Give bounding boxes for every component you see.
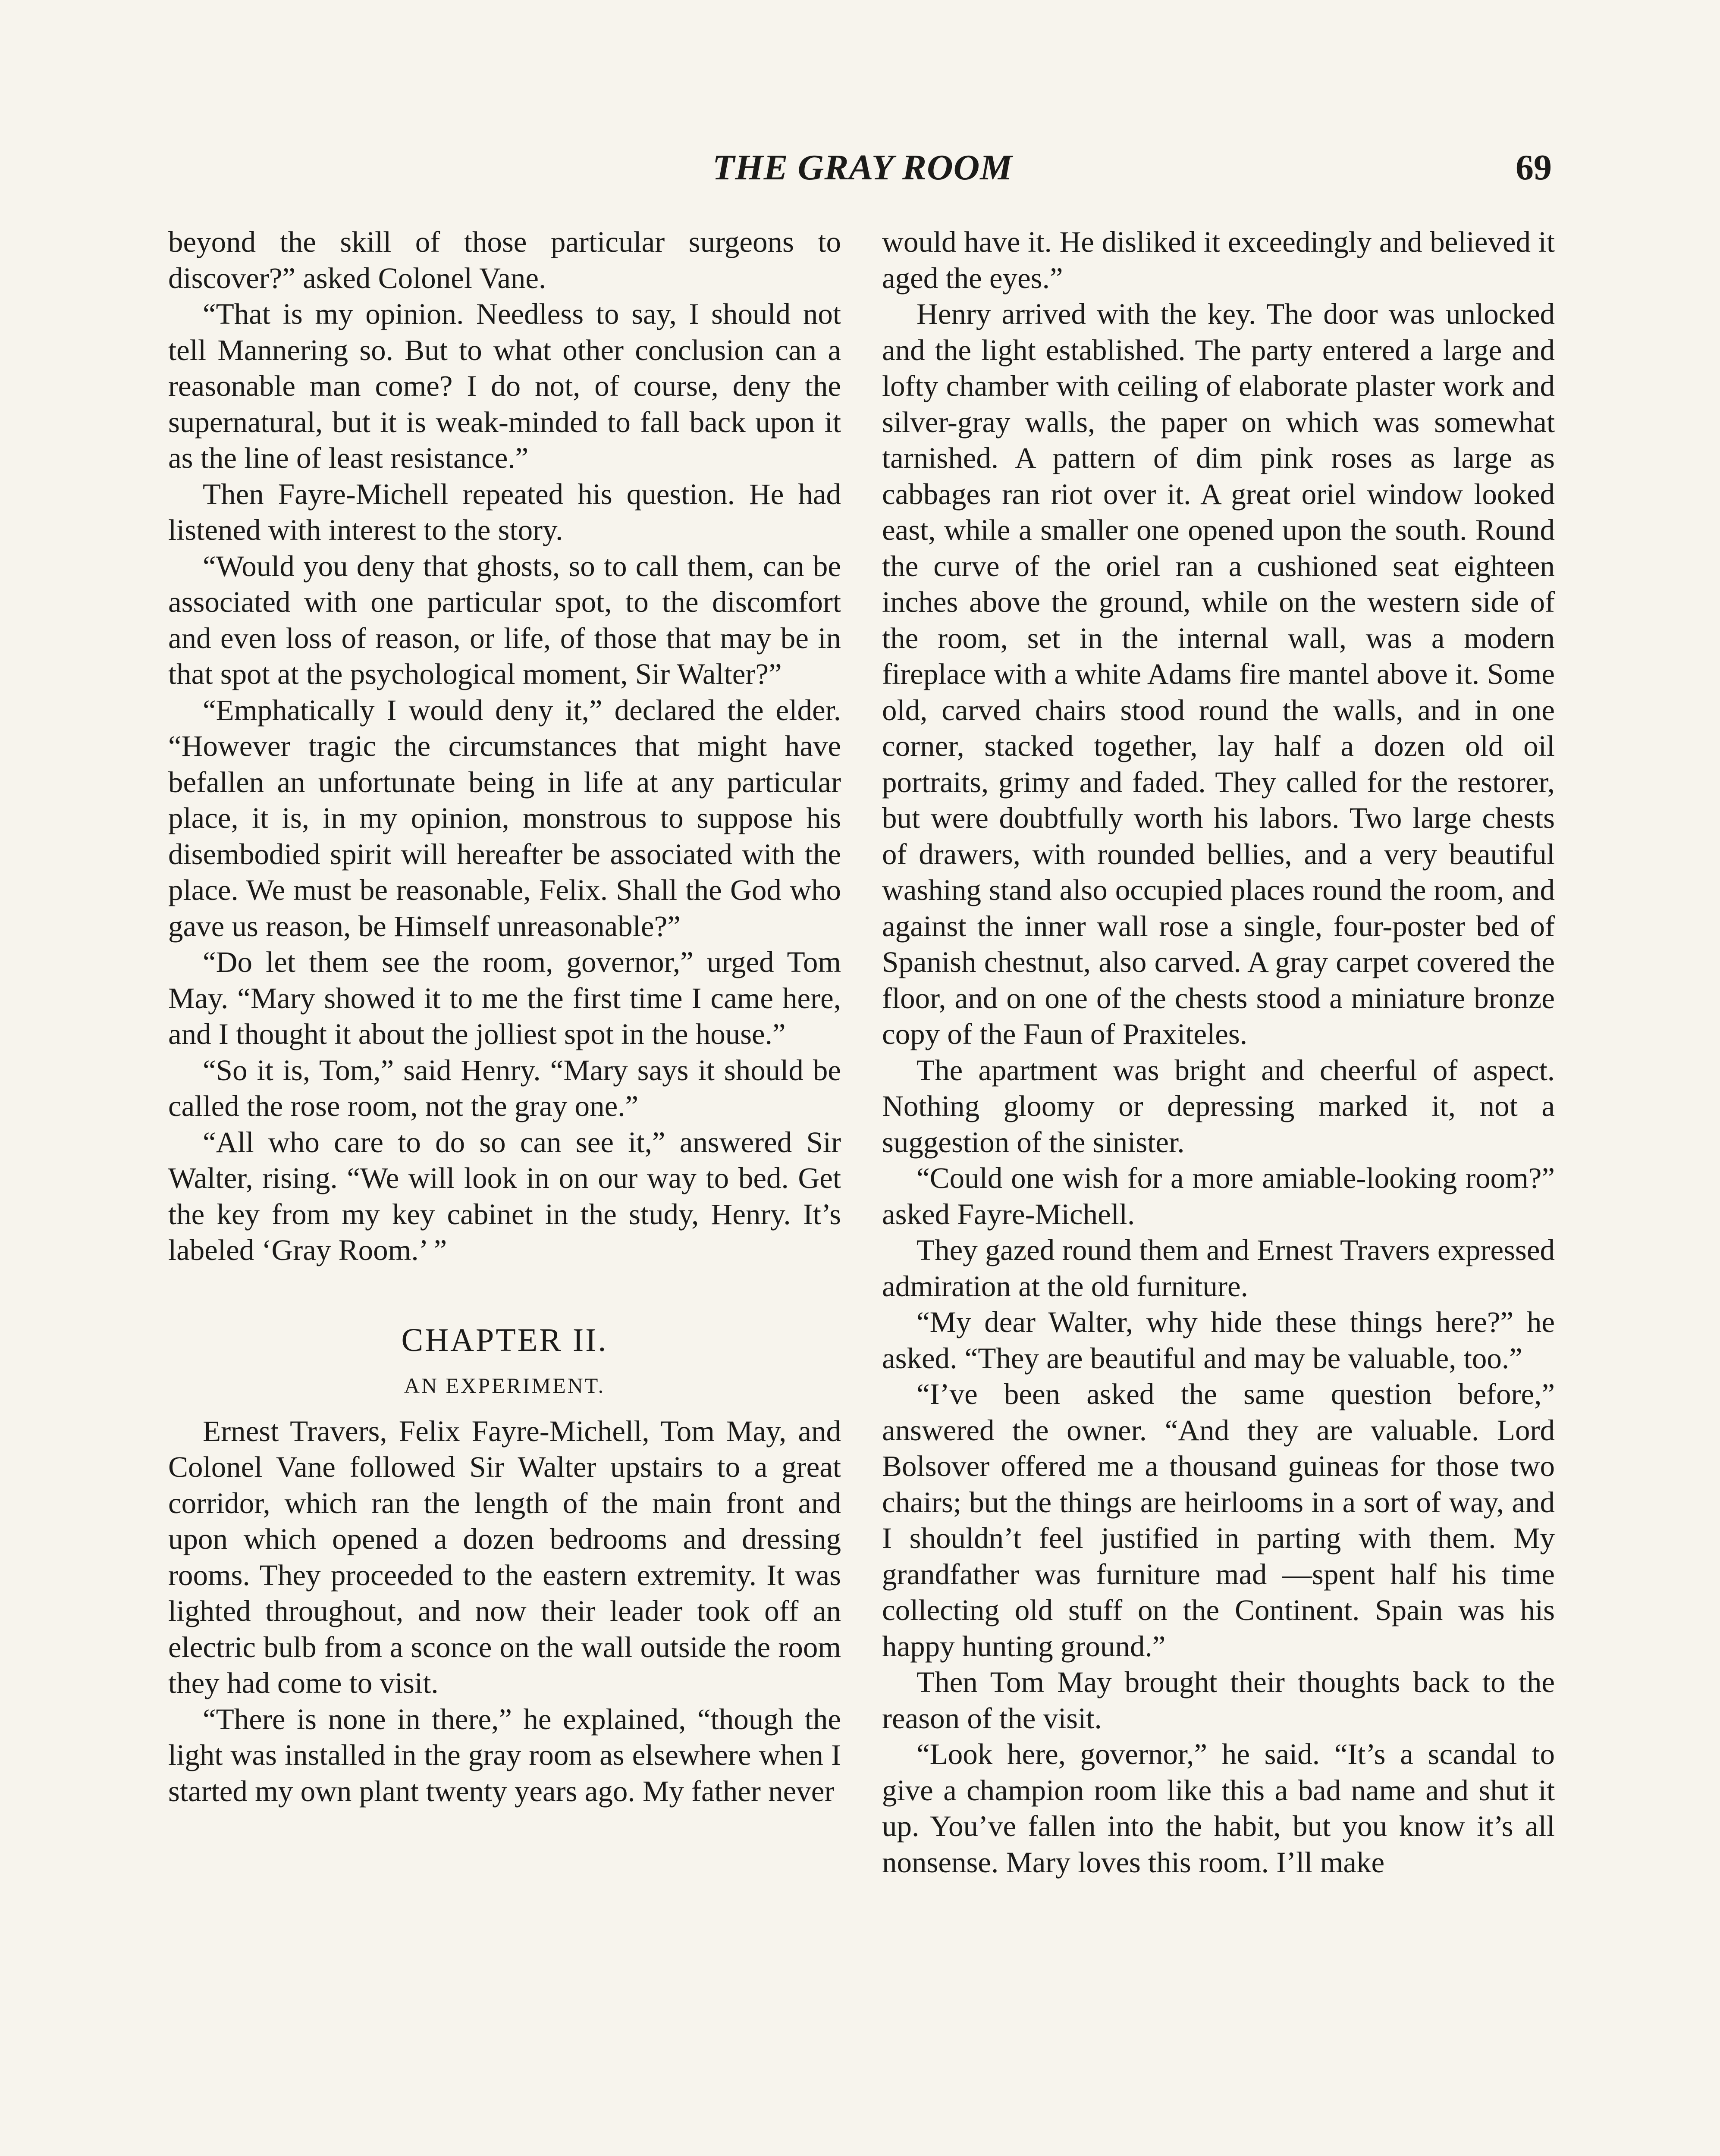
paragraph: “Could one wish for a more amiable-looking room?” asked Fayre-Michell. <box>882 1162 1555 1231</box>
paragraph: “I’ve been asked the same question before,” answered the owner. “And they are valuable. Lord Bolsover offered me a thousand guineas for those two chairs; but the things are heirlooms in a sort of way, and I shouldn’t feel justified in parting with them. My grandfather was furniture mad —spent half his time collecting old stuff on the Continent. Spain was his happy hunting ground.” <box>882 1378 1555 1663</box>
right-column <box>882 224 1555 1880</box>
paragraph: Ernest Travers, Felix Fayre-Michell, Tom May, and Colonel Vane followed Sir Walter upstairs to a great corridor, which ran the length of the main front and upon which opened a dozen bedrooms and dressing rooms. They proceeded to the eastern extremity. It was lighted throughout, and now their leader took off an electric bulb from a sconce on the wall outside the room they had come to visit. <box>168 1414 841 1699</box>
paragraph: They gazed round them and Ernest Travers expressed admiration at the old furniture. <box>882 1234 1555 1303</box>
left-column <box>168 224 841 1809</box>
paragraph: “Would you deny that ghosts, so to call them, can be associated with one particular spot, to the discomfort and even loss of reason, or life, of those that may be in that spot at the psychological moment, Sir Walter?” <box>168 549 841 690</box>
paragraph: would have it. He disliked it exceedingly and believed it aged the eyes.” <box>882 226 1555 295</box>
paragraph: “All who care to do so can see it,” answered Sir Walter, rising. “We will look in on our way to bed. Get the key from my key cabinet in the study, Henry. It’s labeled ‘Gray Room.’ ” <box>168 1125 841 1266</box>
paragraph: Henry arrived with the key. The door was unlocked and the light established. The party entered a large and lofty chamber with ceiling of elaborate plaster work and silver-gray walls, the paper on which was somewhat tarnished. A pattern of dim pink roses as large as cabbages ran riot over it. A great oriel window looked east, while a smaller one opened upon the south. Round the curve of the oriel ran a cushioned seat eighteen inches above the ground, while on the western side of the room, set in the internal wall, was a modern fireplace with a white Adams fire mantel above it. Some old, carved chairs stood round the walls, and in one corner, stacked together, lay half a dozen old oil portraits, grimy and faded. They called for the restorer, but were doubtfully worth his labors. Two large chests of drawers, with rounded bellies, and a very beautiful washing stand also occupied places round the room, and against the inner wall rose a single, four-poster bed of Spanish chestnut, also carved. A gray carpet covered the floor, and on one of the chests stood a miniature bronze copy of the Faun of Praxiteles. <box>882 298 1555 1050</box>
paragraph: beyond the skill of those particular surgeons to discover?” asked Colonel Vane. <box>168 226 841 295</box>
paragraph: “Look here, governor,” he said. “It’s a scandal to give a champion room like this a bad name and shut it up. You’ve fallen into the habit, but you know it’s all nonsense. Mary loves this room. I’ll make <box>882 1738 1555 1879</box>
chapter-heading: CHAPTER II. <box>401 1322 608 1358</box>
page-number: 69 <box>1516 147 1552 188</box>
paragraph: “There is none in there,” he explained, “though the light was installed in the gray room as elsewhere when I started my own plant twenty years ago. My father never <box>168 1702 841 1808</box>
paragraph: The apartment was bright and cheerful of aspect. Nothing gloomy or depressing marked it, not a suggestion of the sinister. <box>882 1053 1555 1159</box>
paragraph: “Emphatically I would deny it,” declared the elder. “However tragic the circumstances that might have befallen an unfortunate being in life at any particular place, it is, in my opinion, monstrous to suppose his disembodied spirit will hereafter be associated with the place. We must be reasonable, Felix. Shall the God who gave us reason, be Himself unreasonable?” <box>168 693 841 943</box>
paragraph: Then Tom May brought their thoughts back to the reason of the visit. <box>882 1666 1555 1735</box>
paragraph: Then Fayre-Michell repeated his question. He had listened with interest to the story. <box>168 477 841 546</box>
paragraph: “That is my opinion. Needless to say, I should not tell Mannering so. But to what other conclusion can a reasonable man come? I do not, of course, deny the supernatural, but it is weak-minded to fall back upon it as the line of least resistance.” <box>168 298 841 474</box>
running-title: THE GRAY ROOM <box>712 147 1013 188</box>
chapter-subtitle: AN EXPERIMENT. <box>404 1373 606 1398</box>
paragraph: “My dear Walter, why hide these things here?” he asked. “They are beautiful and may be valuable, too.” <box>882 1306 1555 1375</box>
paragraph: “So it is, Tom,” said Henry. “Mary says it should be called the rose room, not the gray one.” <box>168 1053 841 1122</box>
paragraph: “Do let them see the room, governor,” urged Tom May. “Mary showed it to me the first time I came here, and I thought it about the jolliest spot in the house.” <box>168 946 841 1050</box>
